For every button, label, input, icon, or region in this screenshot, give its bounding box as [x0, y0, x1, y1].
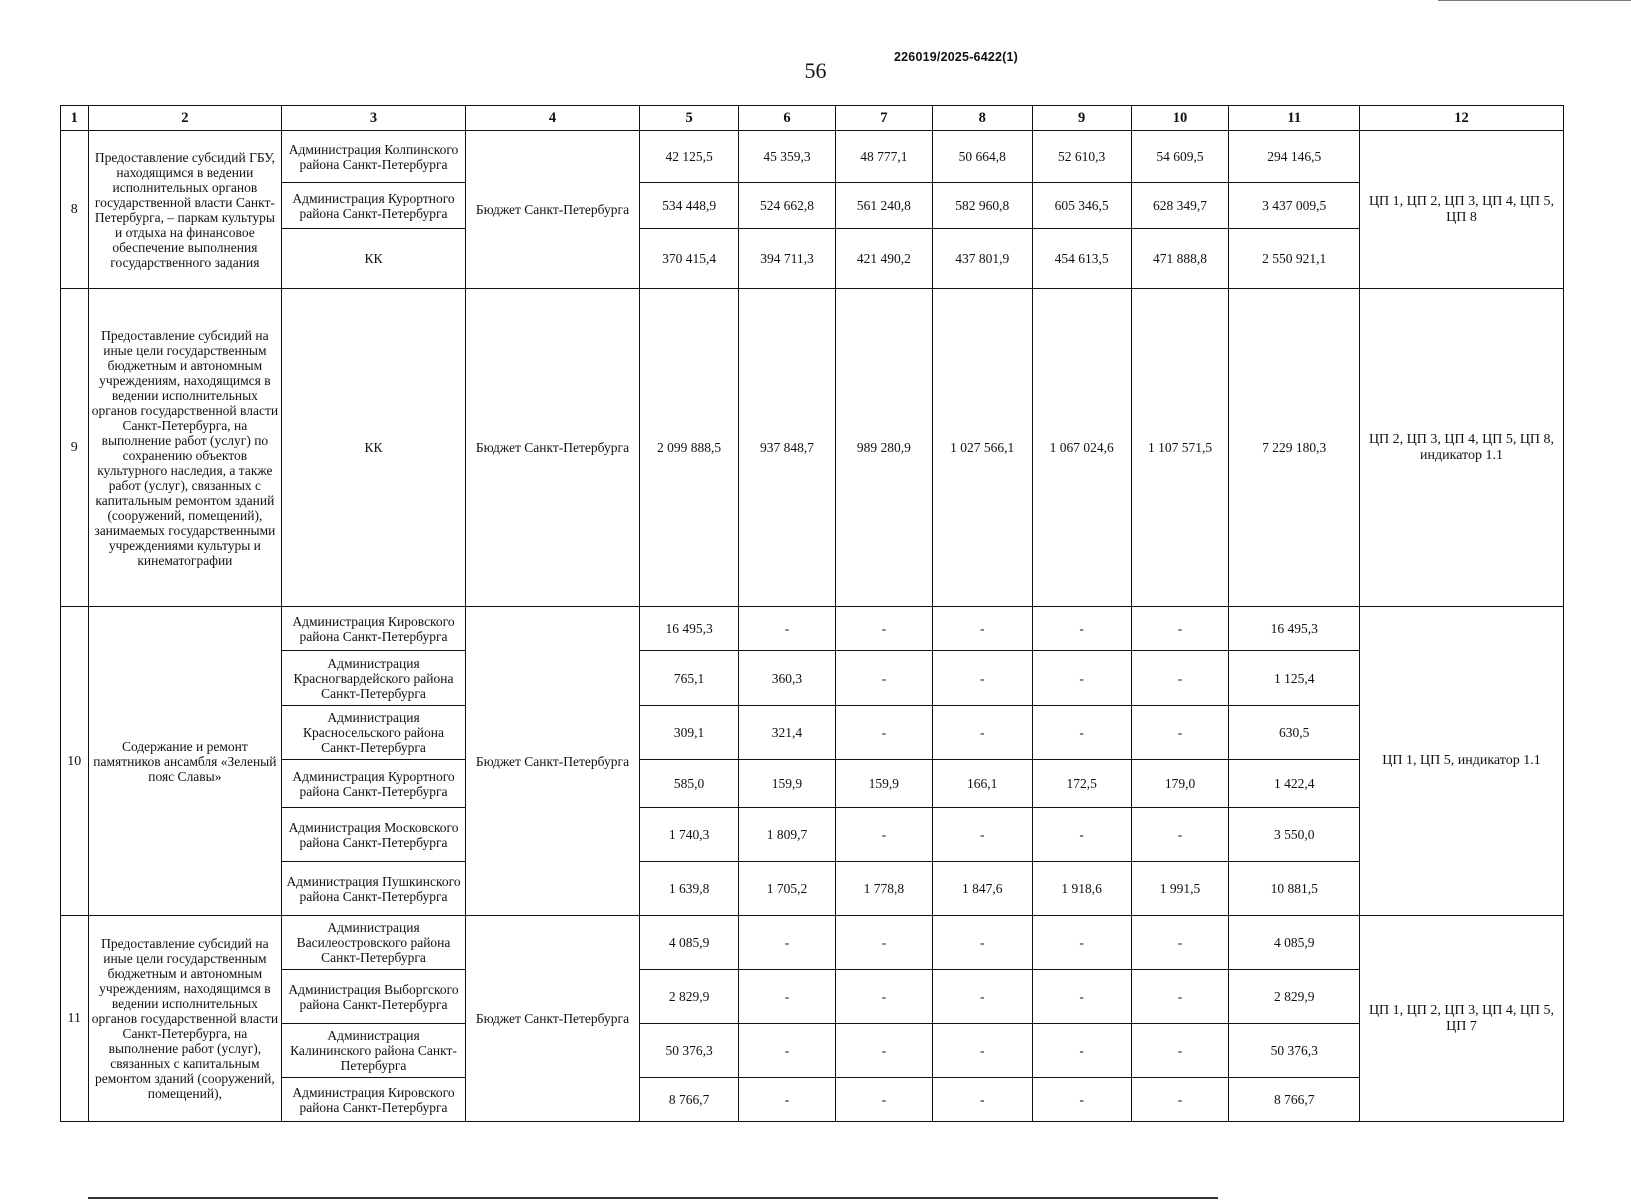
total-cell: 50 376,3: [1229, 1024, 1360, 1078]
total-cell: 2 829,9: [1229, 970, 1360, 1024]
value-cell: -: [1032, 970, 1131, 1024]
table-row: [61, 183, 1564, 229]
value-cell: 582 960,8: [932, 183, 1032, 229]
value-cell: 628 349,7: [1131, 183, 1229, 229]
value-cell: -: [1131, 808, 1229, 862]
value-cell: -: [932, 916, 1032, 970]
target-indicators: ЦП 1, ЦП 5, индикатор 1.1: [1359, 607, 1563, 916]
value-cell: 605 346,5: [1032, 183, 1131, 229]
table-row: [61, 1024, 1564, 1078]
row-number: 10: [61, 607, 89, 916]
program-measures-table: [60, 105, 1564, 1122]
value-cell: -: [1032, 1078, 1131, 1122]
value-cell: -: [1131, 607, 1229, 651]
top-edge-rule: [1438, 0, 1631, 1]
value-cell: -: [739, 970, 836, 1024]
total-cell: 294 146,5: [1229, 131, 1360, 183]
table-row: [61, 706, 1564, 760]
value-cell: 1 705,2: [739, 862, 836, 916]
value-cell: 159,9: [739, 760, 836, 808]
executor-cell: Администрация Кировского района Санкт-Петербурга: [282, 607, 466, 651]
value-cell: 1 027 566,1: [932, 289, 1032, 607]
target-indicators: ЦП 2, ЦП 3, ЦП 4, ЦП 5, ЦП 8, индикатор 1.1: [1359, 289, 1563, 607]
value-cell: 1 778,8: [835, 862, 932, 916]
value-cell: 524 662,8: [739, 183, 836, 229]
value-cell: 4 085,9: [640, 916, 739, 970]
executor-cell: Администрация Калининского района Санкт-Петербурга: [282, 1024, 466, 1078]
table-row: [61, 229, 1564, 289]
value-cell: 50 664,8: [932, 131, 1032, 183]
table-header-row: [61, 106, 1564, 131]
total-cell: 1 125,4: [1229, 651, 1360, 706]
value-cell: -: [739, 916, 836, 970]
column-header: 9: [1032, 106, 1131, 131]
value-cell: 1 991,5: [1131, 862, 1229, 916]
funding-source: Бюджет Санкт-Петербурга: [465, 607, 639, 916]
value-cell: -: [835, 1024, 932, 1078]
value-cell: 309,1: [640, 706, 739, 760]
value-cell: 16 495,3: [640, 607, 739, 651]
value-cell: 471 888,8: [1131, 229, 1229, 289]
value-cell: -: [835, 607, 932, 651]
column-header: 8: [932, 106, 1032, 131]
table-row: [61, 808, 1564, 862]
target-indicators: ЦП 1, ЦП 2, ЦП 3, ЦП 4, ЦП 5, ЦП 7: [1359, 916, 1563, 1122]
value-cell: -: [1131, 1078, 1229, 1122]
column-header: 12: [1359, 106, 1563, 131]
measure-description: Предоставление субсидий ГБУ, находящимся в ведении исполнительных органов государственной власти Санкт-Петербурга, – паркам культуры и отдыха на финансовое обеспечение выполнения государственного задания: [88, 131, 282, 289]
column-header: 2: [88, 106, 282, 131]
table-row: [61, 862, 1564, 916]
value-cell: 437 801,9: [932, 229, 1032, 289]
value-cell: -: [739, 1024, 836, 1078]
value-cell: 989 280,9: [835, 289, 932, 607]
executor-cell: Администрация Кировского района Санкт-Петербурга: [282, 1078, 466, 1122]
executor-cell: КК: [282, 289, 466, 607]
executor-cell: Администрация Красносельского района Санкт-Петербурга: [282, 706, 466, 760]
value-cell: 1 809,7: [739, 808, 836, 862]
executor-cell: Администрация Пушкинского района Санкт-Петербурга: [282, 862, 466, 916]
value-cell: -: [932, 1078, 1032, 1122]
value-cell: 1 639,8: [640, 862, 739, 916]
measure-description: Содержание и ремонт памятников ансамбля «Зеленый пояс Славы»: [88, 607, 282, 916]
column-header: 10: [1131, 106, 1229, 131]
value-cell: -: [1131, 916, 1229, 970]
value-cell: -: [1131, 651, 1229, 706]
value-cell: 421 490,2: [835, 229, 932, 289]
value-cell: 1 740,3: [640, 808, 739, 862]
row-number: 11: [61, 916, 89, 1122]
page-number: 56: [804, 58, 827, 83]
total-cell: 3 437 009,5: [1229, 183, 1360, 229]
value-cell: -: [1032, 651, 1131, 706]
table-row: [61, 760, 1564, 808]
column-header: 11: [1229, 106, 1360, 131]
column-header: 1: [61, 106, 89, 131]
value-cell: 1 067 024,6: [1032, 289, 1131, 607]
total-cell: 4 085,9: [1229, 916, 1360, 970]
executor-cell: Администрация Курортного района Санкт-Петербурга: [282, 760, 466, 808]
value-cell: 454 613,5: [1032, 229, 1131, 289]
total-cell: 16 495,3: [1229, 607, 1360, 651]
executor-cell: КК: [282, 229, 466, 289]
value-cell: 48 777,1: [835, 131, 932, 183]
executor-cell: Администрация Колпинского района Санкт-Петербурга: [282, 131, 466, 183]
value-cell: 50 376,3: [640, 1024, 739, 1078]
total-cell: 7 229 180,3: [1229, 289, 1360, 607]
value-cell: 1 918,6: [1032, 862, 1131, 916]
value-cell: 360,3: [739, 651, 836, 706]
table-row: [61, 607, 1564, 651]
column-header: 7: [835, 106, 932, 131]
total-cell: 8 766,7: [1229, 1078, 1360, 1122]
value-cell: -: [1032, 607, 1131, 651]
table-row: [61, 289, 1564, 607]
value-cell: 585,0: [640, 760, 739, 808]
funding-source: Бюджет Санкт-Петербурга: [465, 289, 639, 607]
total-cell: 3 550,0: [1229, 808, 1360, 862]
value-cell: -: [1032, 1024, 1131, 1078]
column-header: 3: [282, 106, 466, 131]
value-cell: -: [932, 1024, 1032, 1078]
value-cell: 1 107 571,5: [1131, 289, 1229, 607]
value-cell: -: [835, 651, 932, 706]
document-reference: 226019/2025-6422(1): [894, 50, 1019, 64]
value-cell: -: [739, 1078, 836, 1122]
value-cell: -: [932, 651, 1032, 706]
value-cell: -: [1032, 706, 1131, 760]
value-cell: -: [1131, 706, 1229, 760]
row-number: 9: [61, 289, 89, 607]
value-cell: 2 829,9: [640, 970, 739, 1024]
total-cell: 630,5: [1229, 706, 1360, 760]
value-cell: 394 711,3: [739, 229, 836, 289]
value-cell: 534 448,9: [640, 183, 739, 229]
value-cell: -: [1032, 916, 1131, 970]
value-cell: 1 847,6: [932, 862, 1032, 916]
total-cell: 1 422,4: [1229, 760, 1360, 808]
executor-cell: Администрация Красногвардейского района Санкт-Петербурга: [282, 651, 466, 706]
total-cell: 10 881,5: [1229, 862, 1360, 916]
value-cell: -: [835, 970, 932, 1024]
column-header: 5: [640, 106, 739, 131]
value-cell: -: [835, 1078, 932, 1122]
value-cell: 166,1: [932, 760, 1032, 808]
bottom-edge-rule: [88, 1197, 1218, 1199]
table-row: [61, 651, 1564, 706]
value-cell: -: [739, 607, 836, 651]
value-cell: -: [932, 607, 1032, 651]
table-row: [61, 1078, 1564, 1122]
value-cell: 2 099 888,5: [640, 289, 739, 607]
value-cell: 52 610,3: [1032, 131, 1131, 183]
value-cell: 937 848,7: [739, 289, 836, 607]
value-cell: -: [932, 706, 1032, 760]
table-row: [61, 131, 1564, 183]
row-number: 8: [61, 131, 89, 289]
value-cell: -: [835, 706, 932, 760]
value-cell: 8 766,7: [640, 1078, 739, 1122]
column-header: 4: [465, 106, 639, 131]
executor-cell: Администрация Московского района Санкт-Петербурга: [282, 808, 466, 862]
value-cell: -: [1131, 1024, 1229, 1078]
table-row: [61, 970, 1564, 1024]
column-header: 6: [739, 106, 836, 131]
value-cell: 179,0: [1131, 760, 1229, 808]
executor-cell: Администрация Курортного района Санкт-Петербурга: [282, 183, 466, 229]
value-cell: 765,1: [640, 651, 739, 706]
value-cell: 54 609,5: [1131, 131, 1229, 183]
value-cell: -: [932, 970, 1032, 1024]
value-cell: 172,5: [1032, 760, 1131, 808]
value-cell: -: [835, 916, 932, 970]
value-cell: 370 415,4: [640, 229, 739, 289]
funding-source: Бюджет Санкт-Петербурга: [465, 131, 639, 289]
executor-cell: Администрация Василеостровского района Санкт-Петербурга: [282, 916, 466, 970]
measure-description: Предоставление субсидий на иные цели государственным бюджетным и автономным учреждениям, находящимся в ведении исполнительных органов государственной власти Санкт-Петербурга, на выполнение работ (услуг) по сохранению объектов культурного наследия, а также работ (услуг), связанных с капитальным ремонтом зданий (сооружений, помещений), занимаемых государственными учреждениями культуры и кинематографии: [88, 289, 282, 607]
value-cell: 42 125,5: [640, 131, 739, 183]
value-cell: 561 240,8: [835, 183, 932, 229]
value-cell: -: [1032, 808, 1131, 862]
funding-source: Бюджет Санкт-Петербурга: [465, 916, 639, 1122]
value-cell: 45 359,3: [739, 131, 836, 183]
value-cell: -: [932, 808, 1032, 862]
total-cell: 2 550 921,1: [1229, 229, 1360, 289]
measure-description: Предоставление субсидий на иные цели государственным бюджетным и автономным учреждениям, находящимся в ведении исполнительных органов государственной власти Санкт-Петербурга, на выполнение работ (услуг), связанных с капитальным ремонтом зданий (сооружений, помещений),: [88, 916, 282, 1122]
target-indicators: ЦП 1, ЦП 2, ЦП 3, ЦП 4, ЦП 5, ЦП 8: [1359, 131, 1563, 289]
executor-cell: Администрация Выборгского района Санкт-Петербурга: [282, 970, 466, 1024]
value-cell: -: [835, 808, 932, 862]
table-row: [61, 916, 1564, 970]
value-cell: 159,9: [835, 760, 932, 808]
value-cell: -: [1131, 970, 1229, 1024]
value-cell: 321,4: [739, 706, 836, 760]
